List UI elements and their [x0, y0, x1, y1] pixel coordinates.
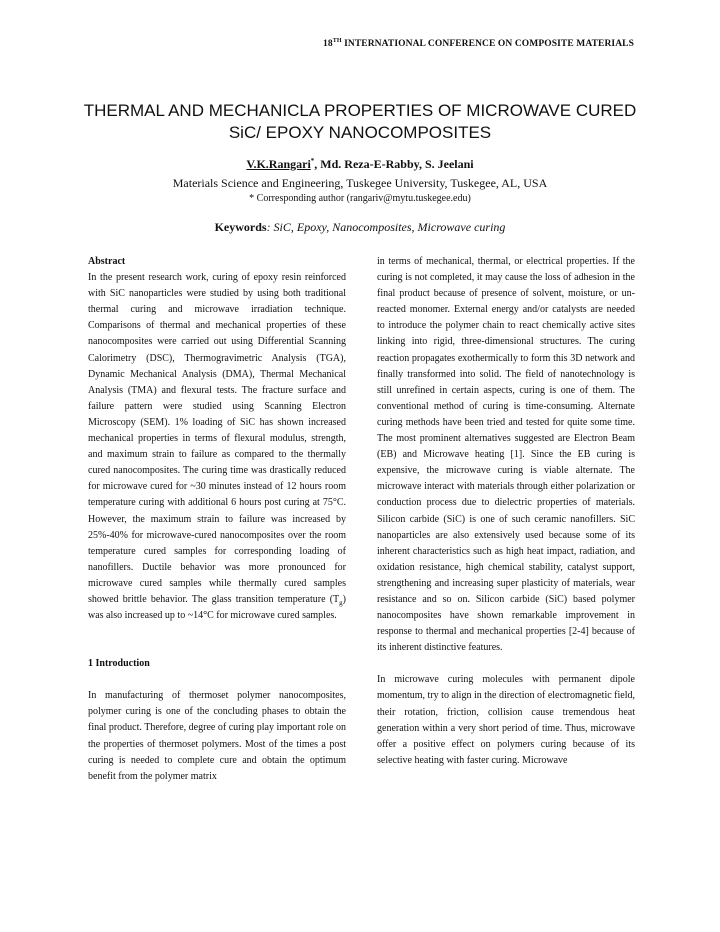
- co-authors: , Md. Reza-E-Rabby, S. Jeelani: [314, 157, 474, 171]
- spacer: [88, 672, 346, 688]
- header-text: INTERNATIONAL CONFERENCE ON COMPOSITE MATERIALS: [341, 39, 634, 50]
- paper-title: THERMAL AND MECHANICLA PROPERTIES OF MICROWAVE CURED SiC/ EPOXY NANOCOMPOSITES: [83, 101, 637, 142]
- abstract-text-part1: In the present research work, curing of epoxy resin reinforced with SiC nanoparticles were studied by using both traditional thermal curing and microwave irradiation technique. Comparisons of thermal and mechanical properties of these nanocomposites were carried out using Differential Scanning Calorimetry (DSC), Thermogravimetric Analysis (TGA), Dynamic Mechanical Analysis (DMA), Thermal Mechanical Analysis (TMA) and flexural tests. The fracture surface and failure pattern were studied using Scanning Electron Microscopy (SEM). 1% loading of SiC has shown increased mechanical properties in terms of flexural modulus, strength, and maximum strain to failure as compared to the thermally cured nanocomposites. The curing time was drastically reduced for microwave cured for ~30 minutes instead of 12 hours room temperature curing with additional 6 hours post curing at 75°C. However, the maximum strain to failure was increased by 25%-40% for microwave-cured nanocomposites over the room temperature cured samples for corresponding loading of nanofillers. Ductile behavior was more pronounced for microwave cured samples while thermally cured samples showed brittle behavior. The glass transition temperature (T: [88, 272, 346, 605]
- keywords-label: Keywords: [214, 220, 267, 234]
- abstract-heading: Abstract: [88, 256, 126, 267]
- corresponding-author-note: * Corresponding author (rangariv@mytu.tuskegee.edu): [249, 193, 471, 204]
- abstract-body: [88, 270, 346, 624]
- header-ordinal-suffix: TH: [332, 38, 342, 44]
- keywords-text: : SiC, Epoxy, Nanocomposites, Microwave curing: [266, 220, 506, 234]
- abstract-subscript: g: [339, 598, 343, 607]
- author-list: [0, 157, 720, 172]
- spacer: [377, 656, 635, 672]
- affiliation: Materials Science and Engineering, Tuskegee University, Tuskegee, AL, USA: [172, 176, 548, 190]
- abstract-text-part2: ) was also increased up to ~14°C for microwave cured samples.: [88, 593, 346, 622]
- right-column: [377, 254, 635, 769]
- introduction-paragraph-1: In manufacturing of thermoset polymer nanocomposites, polymer curing is one of the concluding phases to obtain the final product. Therefore, degree of curing play important role on the properties of thermoset polymers. Most of the times a post curing is needed to complete cure and obtain the optimum benefit from the polymer matrix: [88, 690, 346, 782]
- running-header: [0, 38, 634, 49]
- right-column-paragraph-1: in terms of mechanical, thermal, or electrical properties. If the curing is not completed, it may cause the loss of adhesion in the final product because of presence of solvent, moisture, or un-reacted monomer. External energy and/or catalysts are needed to introduce the polymer chain to react chemically active sites linking into rigid, three-dimensional structures. The curing reaction propagates exothermically to form this 3D network and finally transformed into solid. The field of nanotechnology is still unrefined in certain aspects, curing is one of them. The conventional method of curing is time-consuming. Alternate curing methods have been tried and tested for quite some time. The most prominent alternatives suggested are Electron Beam (EB) and Microwave heating [1]. Since the EB curing is expensive, the microwave curing is viable alternate. The microwave interact with materials through either polarization or conduction process due to dielectric properties of materials. Silicon carbide (SiC) is one of such ceramic nanofillers. SiC nanoparticles are also extensively used because some of its inherent characteristics such as high heat impact, radiation, and oxidation resistance, high chemical stability, catalyst support, strengthening and increasing super plasticity of materials, wear resistance and so on. Silicon carbide (SiC) based polymer nanocomposites have shown remarkable improvement in response to thermal and mechanical properties [2-4] because of its inherent distinctive features.: [377, 256, 635, 654]
- spacer: [88, 640, 346, 656]
- header-ordinal: 18: [323, 39, 333, 50]
- right-column-paragraph-2: In microwave curing molecules with permanent dipole momentum, try to align in the direction of electromagnetic field, their rotation, friction, collision cause tremendous heat generation within a very short period of time. Thus, microwave offer a positive effect on polymers curing because of its selective heating with faster curing. Microwave: [377, 674, 635, 766]
- keywords-line: [0, 220, 720, 235]
- corresponding-author-name: V.K.Rangari: [246, 157, 311, 171]
- corresponding-author-mark: *: [310, 157, 315, 165]
- left-column: [88, 254, 346, 785]
- introduction-heading: 1 Introduction: [88, 658, 150, 670]
- spacer: [88, 624, 346, 640]
